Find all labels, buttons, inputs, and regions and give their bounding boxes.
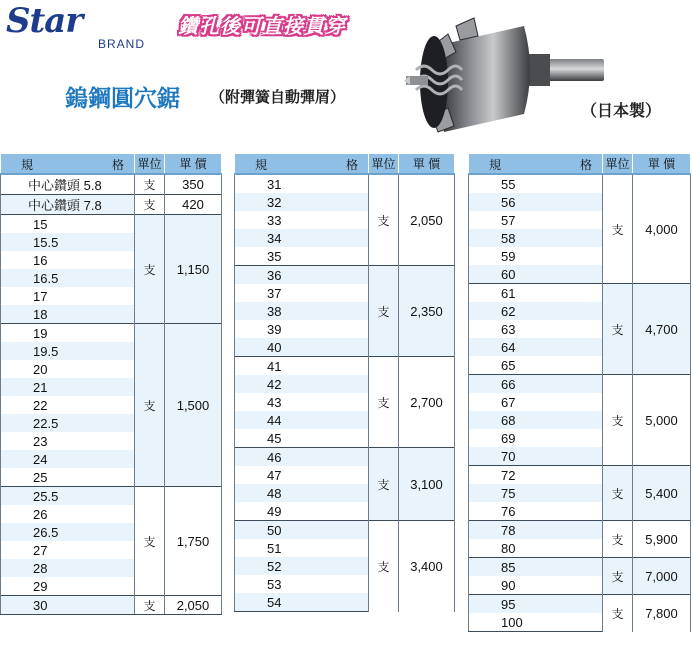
- price-cell: 4,700: [633, 284, 691, 375]
- size-cell: 62: [469, 302, 603, 320]
- size-cell: 50: [235, 521, 369, 540]
- size-cell: 19.5: [1, 342, 135, 360]
- size-cell: 18: [1, 305, 135, 324]
- size-cell: 51: [235, 539, 369, 557]
- size-cell: 49: [235, 502, 369, 521]
- size-cell: 22: [1, 396, 135, 414]
- size-cell: 31: [235, 174, 369, 193]
- table-row: [235, 448, 455, 467]
- size-cell: 85: [469, 558, 603, 577]
- table-row: [469, 375, 691, 394]
- table-row: [469, 595, 691, 614]
- size-cell: 20: [1, 360, 135, 378]
- size-cell: 42: [235, 375, 369, 393]
- price-header: 單 價: [165, 154, 222, 175]
- price-cell: 2,350: [399, 266, 455, 357]
- size-cell: 16: [1, 251, 135, 269]
- size-cell: 26.5: [1, 523, 135, 541]
- price-header: 單 價: [633, 154, 691, 175]
- table-row: [469, 521, 691, 540]
- size-cell: 15.5: [1, 233, 135, 251]
- size-cell: 80: [469, 539, 603, 558]
- size-cell: 25.5: [1, 487, 135, 506]
- unit-cell: 支: [603, 284, 633, 375]
- unit-cell: 支: [135, 487, 165, 596]
- size-cell: 28: [1, 559, 135, 577]
- unit-cell: 支: [603, 466, 633, 521]
- spec-header: 規 格: [1, 154, 135, 175]
- unit-cell: 支: [603, 595, 633, 632]
- table-row: [469, 466, 691, 485]
- size-cell: 78: [469, 521, 603, 540]
- origin-label: （日本製）: [581, 101, 662, 120]
- size-cell: 25: [1, 468, 135, 487]
- unit-cell: 支: [135, 596, 165, 615]
- size-cell: 23: [1, 432, 135, 450]
- unit-cell: 支: [369, 266, 399, 357]
- page-title: 鎢鋼圓穴鋸: [65, 86, 180, 112]
- unit-header: 單位: [369, 154, 399, 175]
- unit-cell: 支: [135, 195, 165, 215]
- size-cell: 95: [469, 595, 603, 614]
- spec-header: 規 格: [235, 154, 369, 175]
- size-cell: 63: [469, 320, 603, 338]
- size-cell: 52: [235, 557, 369, 575]
- price-cell: 1,500: [165, 324, 222, 487]
- table-row: [469, 174, 691, 193]
- brand-logo: [6, 1, 146, 52]
- size-cell: 38: [235, 302, 369, 320]
- size-cell: 32: [235, 193, 369, 211]
- tagline: 鑽孔後可直接貫穿: [178, 14, 346, 38]
- size-cell: 65: [469, 356, 603, 375]
- size-cell: 17: [1, 287, 135, 305]
- size-cell: 33: [235, 211, 369, 229]
- price-header: 單 價: [399, 154, 455, 175]
- size-cell: 64: [469, 338, 603, 356]
- size-cell: 54: [235, 593, 369, 612]
- price-cell: 5,900: [633, 521, 691, 558]
- size-cell: 22.5: [1, 414, 135, 432]
- size-cell: 66: [469, 375, 603, 394]
- unit-cell: 支: [369, 448, 399, 521]
- unit-cell: 支: [603, 521, 633, 558]
- size-cell: 47: [235, 466, 369, 484]
- unit-cell: 支: [603, 375, 633, 466]
- size-cell: 58: [469, 229, 603, 247]
- size-cell: 中心鑽頭 7.8: [1, 195, 135, 215]
- size-cell: 15: [1, 215, 135, 234]
- size-cell: 41: [235, 357, 369, 376]
- size-cell: 26: [1, 505, 135, 523]
- price-cell: 5,400: [633, 466, 691, 521]
- table-row: [235, 521, 455, 540]
- size-cell: 24: [1, 450, 135, 468]
- unit-cell: 支: [369, 174, 399, 266]
- size-cell: 40: [235, 338, 369, 357]
- size-cell: 45: [235, 429, 369, 448]
- page-subtitle: （附彈簧自動彈屑）: [210, 88, 346, 106]
- unit-cell: 支: [603, 558, 633, 595]
- size-cell: 100: [469, 613, 603, 632]
- table-row: [1, 596, 222, 615]
- price-cell: 5,000: [633, 375, 691, 466]
- price-cell: 7,800: [633, 595, 691, 632]
- price-cell: 420: [165, 195, 222, 215]
- size-cell: 46: [235, 448, 369, 467]
- size-cell: 中心鑽頭 5.8: [1, 174, 135, 195]
- size-cell: 57: [469, 211, 603, 229]
- price-cell: 1,750: [165, 487, 222, 596]
- price-cell: 1,150: [165, 215, 222, 324]
- price-cell: 350: [165, 174, 222, 195]
- table-row: [1, 195, 222, 215]
- size-cell: 27: [1, 541, 135, 559]
- price-cell: 3,400: [399, 521, 455, 612]
- size-cell: 16.5: [1, 269, 135, 287]
- size-cell: 37: [235, 284, 369, 302]
- size-cell: 36: [235, 266, 369, 285]
- table-row: [235, 266, 455, 285]
- price-cell: 2,700: [399, 357, 455, 448]
- size-cell: 29: [1, 577, 135, 596]
- unit-cell: 支: [135, 174, 165, 195]
- price-cell: 4,000: [633, 174, 691, 284]
- logo-subtext: BRAND: [98, 37, 146, 51]
- unit-cell: 支: [603, 174, 633, 284]
- price-table-2: [234, 153, 455, 612]
- unit-cell: 支: [369, 521, 399, 612]
- size-cell: 72: [469, 466, 603, 485]
- unit-header: 單位: [603, 154, 633, 175]
- size-cell: 34: [235, 229, 369, 247]
- size-cell: 43: [235, 393, 369, 411]
- size-cell: 39: [235, 320, 369, 338]
- spec-header: 規 格: [469, 154, 603, 175]
- table-row: [469, 558, 691, 577]
- table-row: [1, 487, 222, 506]
- logo-text: Star: [6, 1, 83, 41]
- size-cell: 30: [1, 596, 135, 615]
- size-cell: 60: [469, 265, 603, 284]
- price-cell: 7,000: [633, 558, 691, 595]
- size-cell: 35: [235, 247, 369, 266]
- size-cell: 70: [469, 447, 603, 466]
- size-cell: 76: [469, 502, 603, 521]
- price-cell: 3,100: [399, 448, 455, 521]
- table-row: [235, 174, 455, 193]
- size-cell: 90: [469, 576, 603, 595]
- size-cell: 21: [1, 378, 135, 396]
- hole-saw-image: [404, 4, 614, 138]
- unit-cell: 支: [135, 324, 165, 487]
- unit-cell: 支: [369, 357, 399, 448]
- price-cell: 2,050: [399, 174, 455, 266]
- unit-cell: 支: [135, 215, 165, 324]
- table-row: [235, 357, 455, 376]
- size-cell: 75: [469, 484, 603, 502]
- table-row: [1, 215, 222, 234]
- price-cell: 2,050: [165, 596, 222, 615]
- price-table-3: [468, 153, 691, 632]
- size-cell: 67: [469, 393, 603, 411]
- size-cell: 61: [469, 284, 603, 303]
- price-table-1: [0, 153, 222, 615]
- size-cell: 48: [235, 484, 369, 502]
- size-cell: 44: [235, 411, 369, 429]
- size-cell: 55: [469, 174, 603, 193]
- size-cell: 59: [469, 247, 603, 265]
- table-row: [469, 284, 691, 303]
- table-row: [1, 174, 222, 195]
- unit-header: 單位: [135, 154, 165, 175]
- size-cell: 56: [469, 193, 603, 211]
- table-row: [1, 324, 222, 343]
- size-cell: 68: [469, 411, 603, 429]
- size-cell: 53: [235, 575, 369, 593]
- size-cell: 19: [1, 324, 135, 343]
- size-cell: 69: [469, 429, 603, 447]
